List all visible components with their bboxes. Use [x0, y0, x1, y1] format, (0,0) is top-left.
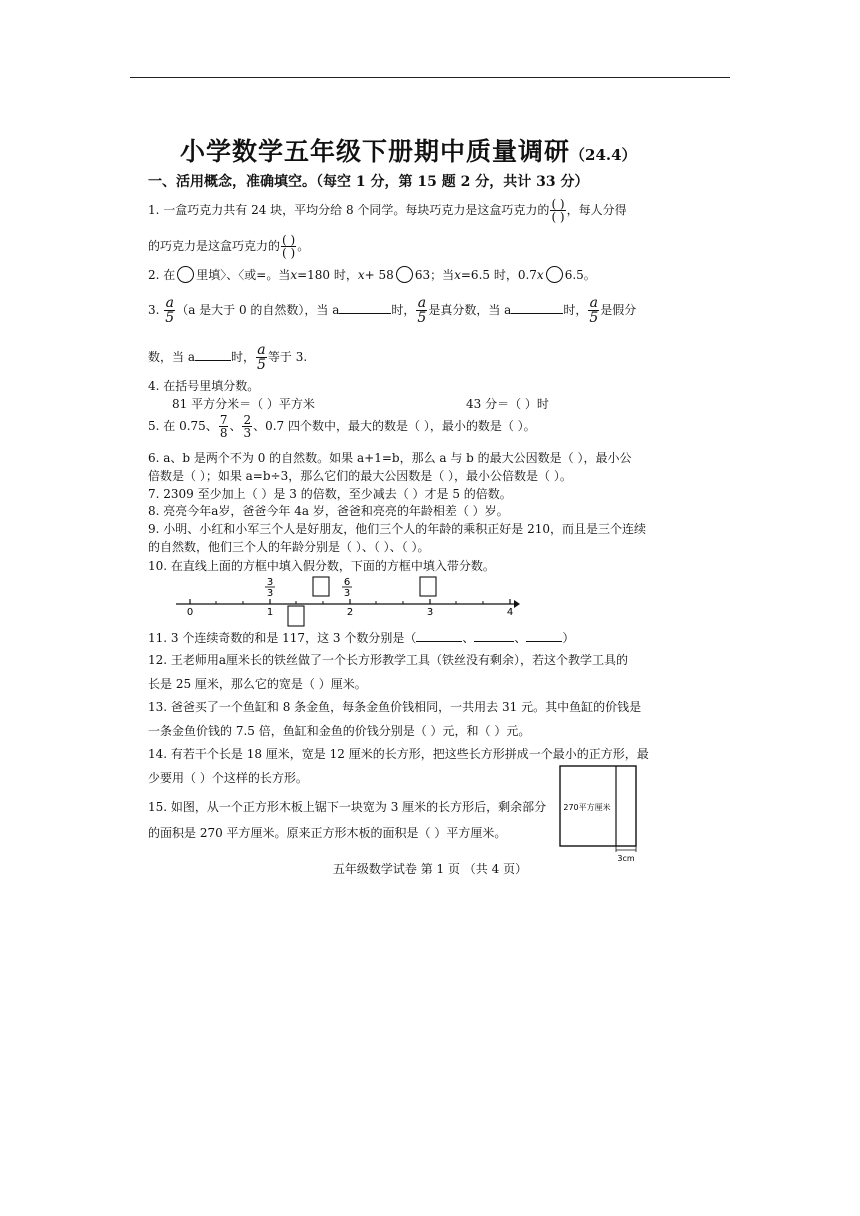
page-title: 小学数学五年级下册期中质量调研（24.4） [180, 137, 637, 166]
answer-blank [511, 301, 563, 314]
question-7: 7. 2309 至少加上（ ）是 3 的倍数，至少减去（ ）才是 5 的倍数。 [148, 487, 512, 501]
fraction-a-over-5: $\frac{a}{5}$ [257, 342, 266, 373]
question-13-line-1: 13. 爸爸买了一个鱼缸和 8 条金鱼，每条金鱼价钱相同，一共用去 31 元。其中鱼缸的价钱是 [148, 700, 642, 714]
question-6-line-1: 6. a、b 是两个不为 0 的自然数。如果 a+1=b，那么 a 与 b 的最大公因数是（ ），最小公 [148, 451, 632, 465]
tick-label-1: 1 [266, 607, 274, 618]
question-9-line-1: 9. 小明、小红和小军三个人是好朋友，他们三个人的年龄的乘积正好是 210，而且是三个连续 [148, 522, 646, 536]
question-2: 2. 在 里填〉、〈或=。当x=180 时，x+ 58 63；当x=6.5 时，0.7x 6.5。 [148, 268, 596, 282]
answer-box-above [313, 577, 329, 596]
question-4-part-a: 81 平方分米＝（ ）平方米 [172, 397, 315, 411]
question-3-line-2: 数，当 a 时， $\frac{a}{5}$ 等于 3. [148, 342, 308, 373]
answer-box-above [420, 577, 436, 596]
question-9-line-2: 的自然数，他们三个人的年龄分别是（ ）、（ ）、（ ）。 [148, 540, 430, 554]
question-15-line-1: 15. 如图，从一个正方形木板上锯下一块宽为 3 厘米的长方形后，剩余部分 [148, 800, 547, 814]
title-date: （24.4） [570, 146, 637, 164]
answer-blank [416, 629, 462, 642]
question-3-line-1: 3. $\frac{a}{5}$ （a 是大于 0 的自然数），当 a 时， $\frac{a}{5}$ 是真分数，当 a 时， $\frac{a}{5}$ 是假分 [148, 295, 637, 326]
arrow-right-icon [514, 600, 520, 608]
question-12-line-2: 长是 25 厘米，那么它的宽是（ ）厘米。 [148, 677, 367, 691]
question-1-line-2: 的巧克力是这盒巧克力的 $\frac{( )}{( )}$ 。 [148, 233, 310, 260]
width-label: 3cm [617, 854, 635, 863]
tick-label-2: 2 [346, 607, 354, 618]
question-14-line-2: 少要用（ ）个这样的长方形。 [148, 771, 308, 785]
fraction-a-over-5: $\frac{a}{5}$ [165, 295, 175, 326]
answer-blank [526, 629, 562, 642]
fraction-6-3-denominator: 3 [343, 588, 351, 599]
fraction-6-3-numerator: 6 [343, 577, 351, 588]
question-10: 10. 在直线上面的方框中填入假分数，下面的方框中填入带分数。 [148, 559, 495, 573]
answer-box-below [288, 606, 304, 626]
page-footer: 五年级数学试卷 第 1 页 （共 4 页） [332, 862, 528, 876]
answer-blank [474, 629, 514, 642]
question-6-line-2: 倍数是（ ）；如果 a=b÷3，那么它们的最大公因数是（ ），最小公倍数是（ ）。 [148, 469, 572, 483]
question-11: 11. 3 个连续奇数的和是 117，这 3 个数分别是（ 、 、 ） [148, 631, 575, 645]
fraction-blank: $\frac{( )}{( )}$ [282, 233, 296, 260]
section-heading: 一、活用概念，准确填空。（每空 1 分，第 15 题 2 分，共计 33 分） [148, 174, 589, 190]
question-8: 8. 亮亮今年a岁，爸爸今年 4a 岁，爸爸和亮亮的年龄相差（ ）岁。 [148, 504, 509, 518]
square-board-figure [558, 764, 642, 864]
answer-blank [195, 348, 231, 361]
question-15-line-2: 的面积是 270 平方厘米。原来正方形木板的面积是（ ）平方厘米。 [148, 826, 507, 840]
fraction-2-3: $\frac{2}{3}$ [243, 413, 252, 440]
question-4-prompt: 4. 在括号里填分数。 [148, 379, 260, 393]
question-4-part-b: 43 分＝（ ）时 [466, 397, 549, 411]
question-14-line-1: 14. 有若干个长是 18 厘米，宽是 12 厘米的长方形，把这些长方形拼成一个最小的正方形，最 [148, 747, 649, 761]
fraction-3-3-denominator: 3 [266, 588, 274, 599]
fraction-7-8: $\frac{7}{8}$ [219, 413, 228, 440]
compare-circle [396, 266, 413, 283]
tick-label-3: 3 [426, 607, 434, 618]
compare-circle [177, 266, 194, 283]
major-ticks [190, 599, 510, 604]
tick-label-0: 0 [186, 607, 194, 618]
tick-label-4: 4 [506, 607, 514, 618]
fraction-a-over-5: $\frac{a}{5}$ [589, 295, 599, 326]
question-5: 5. 在 0.75、 $\frac{7}{8}$ 、 $\frac{2}{3}$ 、0.7 四个数中，最大的数是（ ），最小的数是（ ）。 [148, 413, 536, 440]
fraction-a-over-5: $\frac{a}{5}$ [417, 295, 427, 326]
question-1-line-1: 1. 一盒巧克力共有 24 块，平均分给 8 个同学。每块巧克力是这盒巧克力的 $\frac{( )}{( )}$ ，每人分得 [148, 197, 627, 224]
question-12-line-1: 12. 王老师用a厘米长的铁丝做了一个长方形教学工具（铁丝没有剩余），若这个教学工具的 [148, 653, 629, 667]
fraction-3-3-numerator: 3 [266, 577, 274, 588]
answer-blank [339, 301, 391, 314]
fraction-blank: $\frac{( )}{( )}$ [551, 197, 565, 224]
area-label: 270平方厘米 [563, 803, 611, 812]
compare-circle [546, 266, 563, 283]
top-rule [130, 77, 730, 78]
question-13-line-2: 一条金鱼价钱的 7.5 倍，鱼缸和金鱼的价钱分别是（ ）元，和（ ）元。 [148, 724, 531, 738]
number-line [170, 573, 520, 629]
